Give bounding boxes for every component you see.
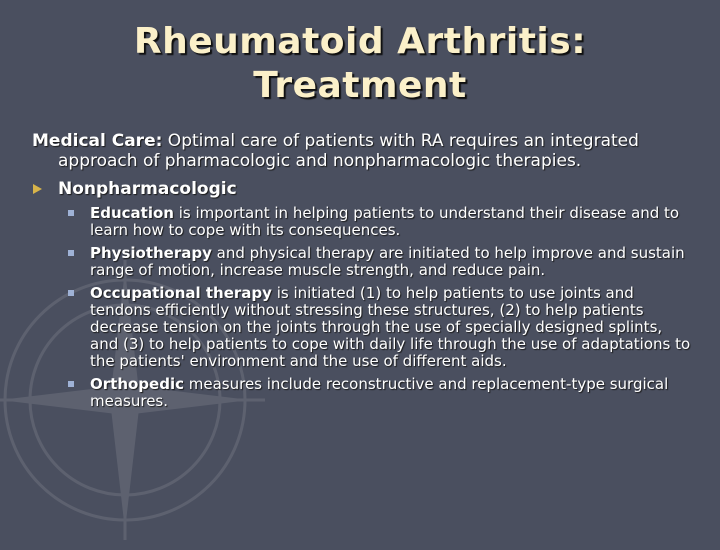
arrow-bullet-icon bbox=[33, 184, 42, 194]
item-text: and physical therapy are initiated to help improve and sustain range of motion, increase muscle strength, and reduce pain. bbox=[90, 244, 685, 279]
list-item bbox=[32, 285, 692, 370]
item-lead: Occupational therapy bbox=[90, 284, 272, 302]
intro-lead: Medical Care: bbox=[32, 131, 163, 151]
item-text: is initiated (1) to help patients to use joints and tendons efficiently without stressing these structures, (2) to help patients decrease tension on the joints through the use of specially designed splints, and (3) to help patients to cope with daily life through the use of adaptations to the patients' environment and the use of different aids. bbox=[90, 284, 691, 370]
title-line-2: Treatment bbox=[253, 65, 467, 106]
title-line-1: Rheumatoid Arthritis: bbox=[133, 21, 587, 62]
square-bullet-icon bbox=[68, 290, 74, 296]
list-item bbox=[32, 245, 692, 279]
section-heading-item bbox=[32, 179, 692, 199]
list-item bbox=[32, 376, 692, 410]
item-lead: Physiotherapy bbox=[90, 244, 212, 262]
slide-body bbox=[32, 131, 692, 416]
section-heading: Nonpharmacologic bbox=[58, 179, 237, 199]
intro-text: Optimal care of patients with RA requires an integrated approach of pharmacologic and nonpharmacologic therapies. bbox=[58, 131, 639, 171]
item-text: is important in helping patients to understand their disease and to learn how to cope with its consequences. bbox=[90, 204, 680, 239]
list-item bbox=[32, 205, 692, 239]
square-bullet-icon bbox=[68, 381, 74, 387]
square-bullet-icon bbox=[68, 210, 74, 216]
item-lead: Education bbox=[90, 204, 174, 222]
intro-paragraph bbox=[32, 131, 692, 171]
item-lead: Orthopedic bbox=[90, 375, 184, 393]
item-text: measures include reconstructive and replacement-type surgical measures. bbox=[90, 375, 669, 410]
slide-title bbox=[0, 20, 720, 108]
square-bullet-icon bbox=[68, 250, 74, 256]
